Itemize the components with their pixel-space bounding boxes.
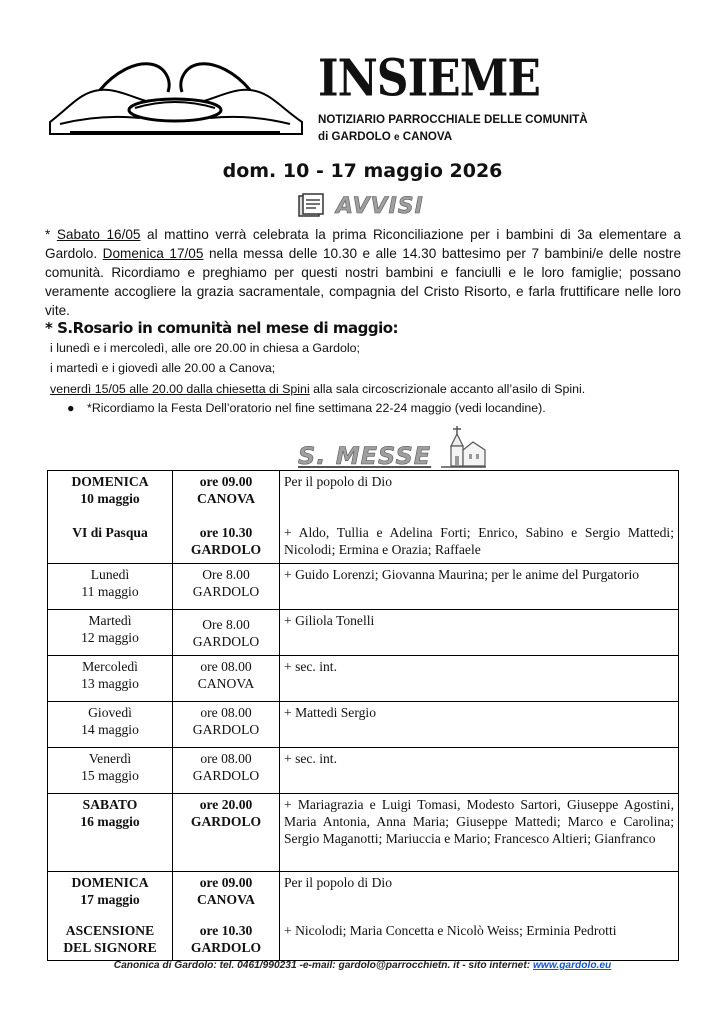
day-cell: SABATO 16 maggio <box>48 794 173 872</box>
rosario-line-3: venerdì 15/05 alle 20.00 dalla chiesetta di Spini alla sala circoscrizionale accanto all’asilo di Spini. <box>50 382 586 396</box>
intention-cell: + Giliola Tonelli <box>280 610 679 656</box>
time-cell: ore 08.00 GARDOLO <box>173 748 280 794</box>
day-cell: Giovedì 14 maggio <box>48 702 173 748</box>
day-cell: DOMENICA 10 maggio VI di Pasqua <box>48 471 173 564</box>
footer-contacts: Canonica di Gardolo: tel. 0461/990231 -e-mail: gardolo@parrocchietn. it - sito internet: www.gardolo.eu <box>113 960 612 971</box>
day-cell: Mercoledì 13 maggio <box>48 656 173 702</box>
time-cell: ore 08.00 GARDOLO <box>173 702 280 748</box>
rosario-line-1: i lunedì e i mercoledì, alle ore 20.00 in chiesa a Gardolo; <box>50 341 360 355</box>
website-link[interactable]: www.gardolo.eu <box>532 960 612 971</box>
avvisi-title: AVVISI <box>336 193 424 219</box>
intention-cell: + Mariagrazia e Luigi Tomasi, Modesto Sartori, Giuseppe Agostini, Maria Antonia, Anna Maria; Giuseppe Mattedi; Marco e Carolina; Sergio Maganotti; Mariuccia e Mario; Francesco Altieri; Gianfranco <box>280 794 679 872</box>
intention-cell: + Mattedi Sergio <box>280 702 679 748</box>
church-icon <box>439 424 487 470</box>
masses-table <box>47 470 679 961</box>
table-row <box>48 748 679 794</box>
time-cell: Ore 8.00 GARDOLO <box>173 610 280 656</box>
rosario-heading: * S.Rosario in comunità nel mese di maggio: <box>45 319 399 337</box>
newsletter-title: INSIEME <box>318 49 540 109</box>
time-cell: ore 09.00 CANOVA ore 10.30 GARDOLO <box>173 872 280 961</box>
messe-header <box>298 424 487 470</box>
messe-title: S. MESSE <box>298 442 432 470</box>
intention-cell: Per il popolo di Dio + Nicolodi; Maria Concetta e Nicolò Weiss; Erminia Pedrotti <box>280 872 679 961</box>
time-cell: ore 20.00 GARDOLO <box>173 794 280 872</box>
hands-holding-bread-icon <box>40 52 310 140</box>
table-row <box>48 702 679 748</box>
intention-cell: + sec. int. <box>280 656 679 702</box>
oratorio-bullet: ● *Ricordiamo la Festa Dell’oratorio nel fine settimana 22-24 maggio (vedi locandine). <box>67 401 546 415</box>
time-cell: ore 08.00 CANOVA <box>173 656 280 702</box>
intention-cell: Per il popolo di Dio + Aldo, Tullia e Adelina Forti; Enrico, Sabino e Sergio Mattedi; Nicolodi; Ermina e Orazia; Raffaele <box>280 471 679 564</box>
table-row <box>48 656 679 702</box>
date-heading: dom. 10 - 17 maggio 2026 <box>222 160 503 182</box>
table-row <box>48 564 679 610</box>
day-cell: Lunedì 11 maggio <box>48 564 173 610</box>
day-cell: DOMENICA 17 maggio ASCENSIONE DEL SIGNORE <box>48 872 173 961</box>
day-cell: Venerdì 15 maggio <box>48 748 173 794</box>
time-cell: ore 09.00 CANOVA ore 10.30 GARDOLO <box>173 471 280 564</box>
rosario-line-2: i martedì e i giovedì alle 20.00 a Canova; <box>50 361 276 375</box>
day-cell: Martedì 12 maggio <box>48 610 173 656</box>
avvisi-header <box>296 192 424 220</box>
table-row <box>48 471 679 564</box>
table-row <box>48 794 679 872</box>
bulletin-icon <box>296 193 326 219</box>
avvisi-paragraph: * Sabato 16/05 al mattino verrà celebrata la prima Riconciliazione per i bambini di 3a elementare a Gardolo. Domenica 17/05 nella messa delle 10.30 e alle 14.30 battesimo per 7 bambini/e delle nostre comunità. Ricordiamo e preghiamo per questi nostri bambini e fanciulli e le loro famiglie; possano veramente accogliere la grazia sacramentale, compagnia del Cristo Risorto, e farla fruttificare nelle loro vite. <box>45 227 682 318</box>
table-row <box>48 610 679 656</box>
table-row <box>48 872 679 961</box>
intention-cell: + Guido Lorenzi; Giovanna Maurina; per le anime del Purgatorio <box>280 564 679 610</box>
time-cell: Ore 8.00 GARDOLO <box>173 564 280 610</box>
newsletter-subtitle: NOTIZIARIO PARROCCHIALE DELLE COMUNITÀ di GARDOLO e CANOVA <box>318 113 588 143</box>
intention-cell: + sec. int. <box>280 748 679 794</box>
